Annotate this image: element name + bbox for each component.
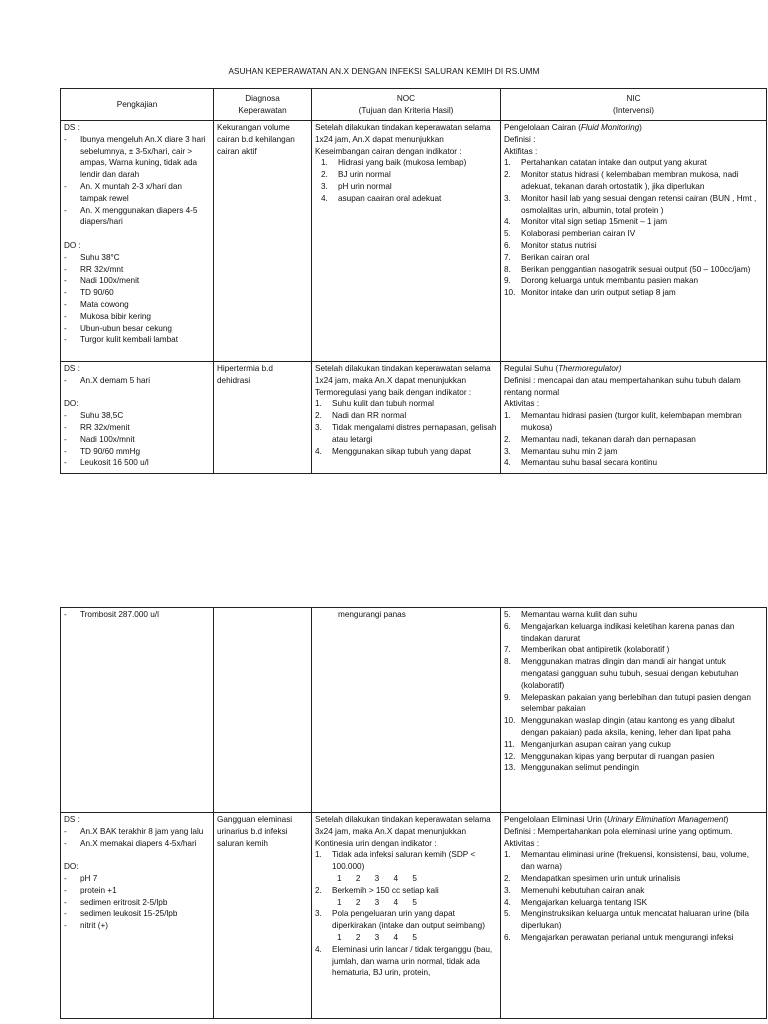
list-item: 8. Berikan penggantian nasogatrik sesuai output (50 – 100cc/jam): [504, 264, 751, 274]
list-item: 12. Menggunakan kipas yang berputar di ruangan pasien: [504, 751, 715, 761]
list-item: 4. Menggunakan sikap tubuh yang dapat: [315, 446, 471, 456]
diagnosa-text: Hipertermia b.d dehidrasi: [217, 364, 273, 385]
noc-intro: Setelah dilakukan tindakan keperawatan selama 1x24 jam, maka An.X dapat menunjukkan Termoregulasi yang baik dengan indikator :: [315, 364, 491, 397]
list-item: - Mukosa bibir kering: [64, 311, 210, 323]
header-diagnosa: Diagnosa Keperawatan: [214, 89, 312, 121]
list-item: 1. Tidak ada infeksi saluran kemih (SDP < 100.000): [315, 850, 476, 872]
list-item: 3. Monitor hasil lab yang sesuai dengan retensi cairan (BUN , Hmt , osmolalitas urin, albumin, total protein ): [504, 193, 757, 215]
list-item: 9. Melepaskan pakaian yang berlebihan dan tutupi pasien dengan selembar pakaian: [504, 692, 751, 714]
list-item: - protein +1: [64, 885, 210, 897]
noc-intro: Setelah dilakukan tindakan keperawatan selama 1x24 jam, An.X dapat menunjukkan Keseimbangan cairan dengan indikator :: [315, 123, 491, 156]
list-item: - nitrit (+): [64, 920, 210, 932]
nic-definition: Definisi :: [504, 134, 536, 144]
list-item: 8. Menggunakan matras dingin dan mandi air hangat untuk mengatasi gangguan suhu tubuh, sesuai dengan kebutuhan (kolaboratif): [504, 657, 739, 690]
list-item: 3. Pola pengeluaran urin yang dapat diperkirakan (intake dan output seimbang): [315, 909, 485, 931]
list-item: - An.X BAK terakhir 8 jam yang lalu: [64, 826, 210, 838]
list-item: - sedimen leukosit 15-25/lpb: [64, 908, 210, 920]
noc-cell: [312, 362, 501, 474]
list-item: 2. BJ urin normal: [321, 170, 391, 180]
list-item: 2. Mendapatkan spesimen urin untuk urinalisis: [504, 873, 681, 883]
list-item: - Nadi 100x/menit: [64, 275, 210, 287]
list-item: - Turgor kulit kembali lambat: [64, 334, 210, 346]
list-item: 4. Memantau suhu basal secara kontinu: [504, 458, 658, 468]
list-item: 13. Menggunakan selimut pendingin: [504, 763, 639, 773]
do-label: DO:: [64, 399, 79, 409]
list-item: 3. Tidak mengalami distres pernapasan, gelisah atau letargi: [315, 422, 497, 444]
nic-activities-label: Aktivitas :: [504, 399, 540, 409]
header-noc: NOC (Tujuan dan Kriteria Hasil): [312, 89, 501, 121]
list-item: - TD 90/60: [64, 287, 210, 299]
list-item: - An.X memakai diapers 4-5x/hari: [64, 838, 210, 850]
list-item: - An.X demam 5 hari: [64, 375, 210, 387]
pengkajian-cell: [61, 608, 214, 813]
list-item: 3. Memenuhi kebutuhan cairan anak: [504, 885, 645, 895]
list-item: 1. Memantau hidrasi pasien (turgor kulit, kelembapan membran mukosa): [504, 411, 742, 432]
nic-activities-label: Aktifitas :: [504, 146, 538, 156]
table-header-row: [61, 89, 767, 121]
do-label: DO:: [64, 862, 79, 872]
nic-activities-label: Aktivitas :: [504, 838, 540, 848]
list-item: 6. Mengajarkan perawatan perianal untuk mengurangi infeksi: [504, 932, 734, 942]
list-item: 9. Dorong keluarga untuk membantu pasien makan: [504, 276, 699, 286]
list-item: - Nadi 100x/mnit: [64, 434, 210, 446]
list-item: - Trombosit 287.000 u/l: [64, 609, 210, 621]
list-item: 2. Berkemih > 150 cc setiap kali: [315, 885, 439, 895]
list-item: - pH 7: [64, 873, 210, 885]
list-item: 1. Suhu kulit dan tubuh normal: [315, 399, 434, 409]
noc-continuation: mengurangi panas: [338, 610, 406, 619]
list-item: 1. Hidrasi yang baik (mukosa lembap): [321, 158, 467, 168]
nic-title: Pengelolaan Cairan (Fluid Monitoring): [504, 123, 642, 132]
nic-title: Regulai Suhu (Thermoregulator): [504, 364, 622, 373]
care-plan-table-page-2: [60, 607, 767, 1019]
table-row-urinary-elimination: [61, 813, 767, 1019]
list-item: 3. Memantau suhu min 2 jam: [504, 446, 618, 456]
list-item: 4. Mengajarkan keluarga tentang ISK: [504, 897, 648, 907]
list-item: - Suhu 38,5C: [64, 410, 210, 422]
header-pengkajian: Pengkajian: [61, 89, 214, 121]
diagnosa-cell: [214, 362, 312, 474]
nic-title: Pengelolaan Eliminasi Urin (Urinary Elimination Management): [504, 815, 729, 824]
list-item: 10. Menggunakan waslap dingin (atau kantong es yang dibalut dengan pakaian) pada aksila, kening, leher dan lipat paha: [504, 716, 735, 737]
list-item: 4. Monitor vital sign setiap 15menit – 1 jam: [504, 217, 668, 227]
list-item: 5. Kolaborasi pemberian cairan IV: [504, 229, 636, 239]
list-item: 1. Memantau eliminasi urine (frekuensi, konsistensi, bau, volume, dan warna): [504, 850, 749, 872]
list-item: - Ubun-ubun besar cekung: [64, 323, 210, 335]
nic-cell: [501, 608, 767, 813]
ds-label: DS :: [64, 364, 80, 373]
list-item: 11. Menganjurkan asupan cairan yang cukup: [504, 739, 671, 749]
list-item: 2. Monitor status hidrasi ( kelembaban membran mukosa, nadi adekuat, tekanan darah ortostatik ), jika diperlukan: [504, 170, 739, 191]
diagnosa-cell: [214, 608, 312, 813]
list-item: 3. pH urin normal: [321, 181, 392, 191]
list-item: - Mata cowong: [64, 299, 210, 311]
pengkajian-cell: [61, 121, 214, 362]
diagnosa-text: Kekurangan volume cairan b.d kehilangan cairan aktif: [217, 123, 295, 156]
list-item: 2. Nadi dan RR normal: [315, 411, 407, 421]
do-label: DO :: [64, 240, 81, 250]
ds-label: DS :: [64, 815, 80, 824]
diagnosa-text: Gangguan eleminasi urinarius b.d infeksi saluran kemih: [217, 815, 293, 848]
diagnosa-cell: [214, 813, 312, 1019]
noc-cell: [312, 608, 501, 813]
list-item: 6. Mengajarkan keluarga indikasi keletihan karena panas dan tindakan darurat: [504, 621, 735, 643]
diagnosa-cell: [214, 121, 312, 362]
care-plan-table-page-1: [60, 88, 767, 474]
list-item: - Suhu 38°C: [64, 252, 210, 264]
list-item: - sedimen eritrosit 2-5/lpb: [64, 897, 210, 909]
table-row-hyperthermia: [61, 362, 767, 474]
list-item: 7. Memberikan obat antipiretik (kolaboratif ): [504, 645, 670, 655]
rating-scale: 1 2 3 4 5: [337, 932, 417, 942]
pengkajian-cell: [61, 813, 214, 1019]
list-item: - RR 32x/mnt: [64, 264, 210, 276]
list-item: - An. X muntah 2-3 x/hari dan tampak rewel: [64, 181, 210, 205]
nic-cell: [501, 121, 767, 362]
nic-cell: [501, 813, 767, 1019]
list-item: 2. Memantau nadi, tekanan darah dan pernapasan: [504, 434, 696, 444]
list-item: - Ibunya mengeluh An.X diare 3 hari sebelumnya, ± 3-5x/hari, cair > ampas, Warna kuning, tidak ada lendir dan darah: [64, 134, 210, 181]
noc-intro: Setelah dilakukan tindakan keperawatan selama 3x24 jam, maka An.X dapat menunjukkan Kontinesia urin dengan indikator :: [315, 815, 491, 848]
ds-label: DS :: [64, 123, 80, 132]
table-row-hyperthermia-continued: [61, 608, 767, 813]
list-item: 1. Pertahankan catatan intake dan output yang akurat: [504, 158, 707, 168]
rating-scale: 1 2 3 4 5: [337, 897, 417, 907]
list-item: 7. Berikan cairan oral: [504, 252, 590, 262]
pengkajian-cell: [61, 362, 214, 474]
nic-cell: [501, 362, 767, 474]
list-item: 5. Menginstruksikan keluarga untuk mencatat haluaran urine (bila diperlukan): [504, 909, 750, 931]
list-item: 5. Memantau warna kulit dan suhu: [504, 610, 638, 619]
list-item: 6. Monitor status nutrisi: [504, 240, 597, 250]
document-title: ASUHAN KEPERAWATAN AN.X DENGAN INFEKSI SALURAN KEMIH DI RS.UMM: [228, 67, 540, 76]
table-row-fluid-deficit: [61, 121, 767, 362]
list-item: 4. asupan caairan oral adekuat: [321, 193, 442, 203]
noc-cell: [312, 813, 501, 1019]
rating-scale: 1 2 3 4 5: [337, 873, 417, 883]
list-item: - TD 90/60 mmHg: [64, 446, 210, 458]
list-item: - RR 32x/menit: [64, 422, 210, 434]
nic-definition: Definisi : Mempertahankan pola eleminasi urine yang optimum.: [504, 826, 733, 836]
nic-definition: Definisi : mencapai dan atau mempertahankan suhu tubuh dalam rentang normal: [504, 375, 741, 397]
list-item: 4. Eleminasi urin lancar / tidak terganggu (bau, jumlah, dan warna urin normal, tidak ada hematuria, BJ urin, protein,: [315, 944, 493, 978]
header-nic: NIC (Intervensi): [501, 89, 767, 121]
noc-cell: [312, 121, 501, 362]
list-item: 10. Monitor intake dan urin output setiap 8 jam: [504, 288, 676, 298]
list-item: - Leukosit 16 500 u/l: [64, 457, 210, 469]
list-item: - An. X menggunakan diapers 4-5 diapers/hari: [64, 205, 210, 229]
